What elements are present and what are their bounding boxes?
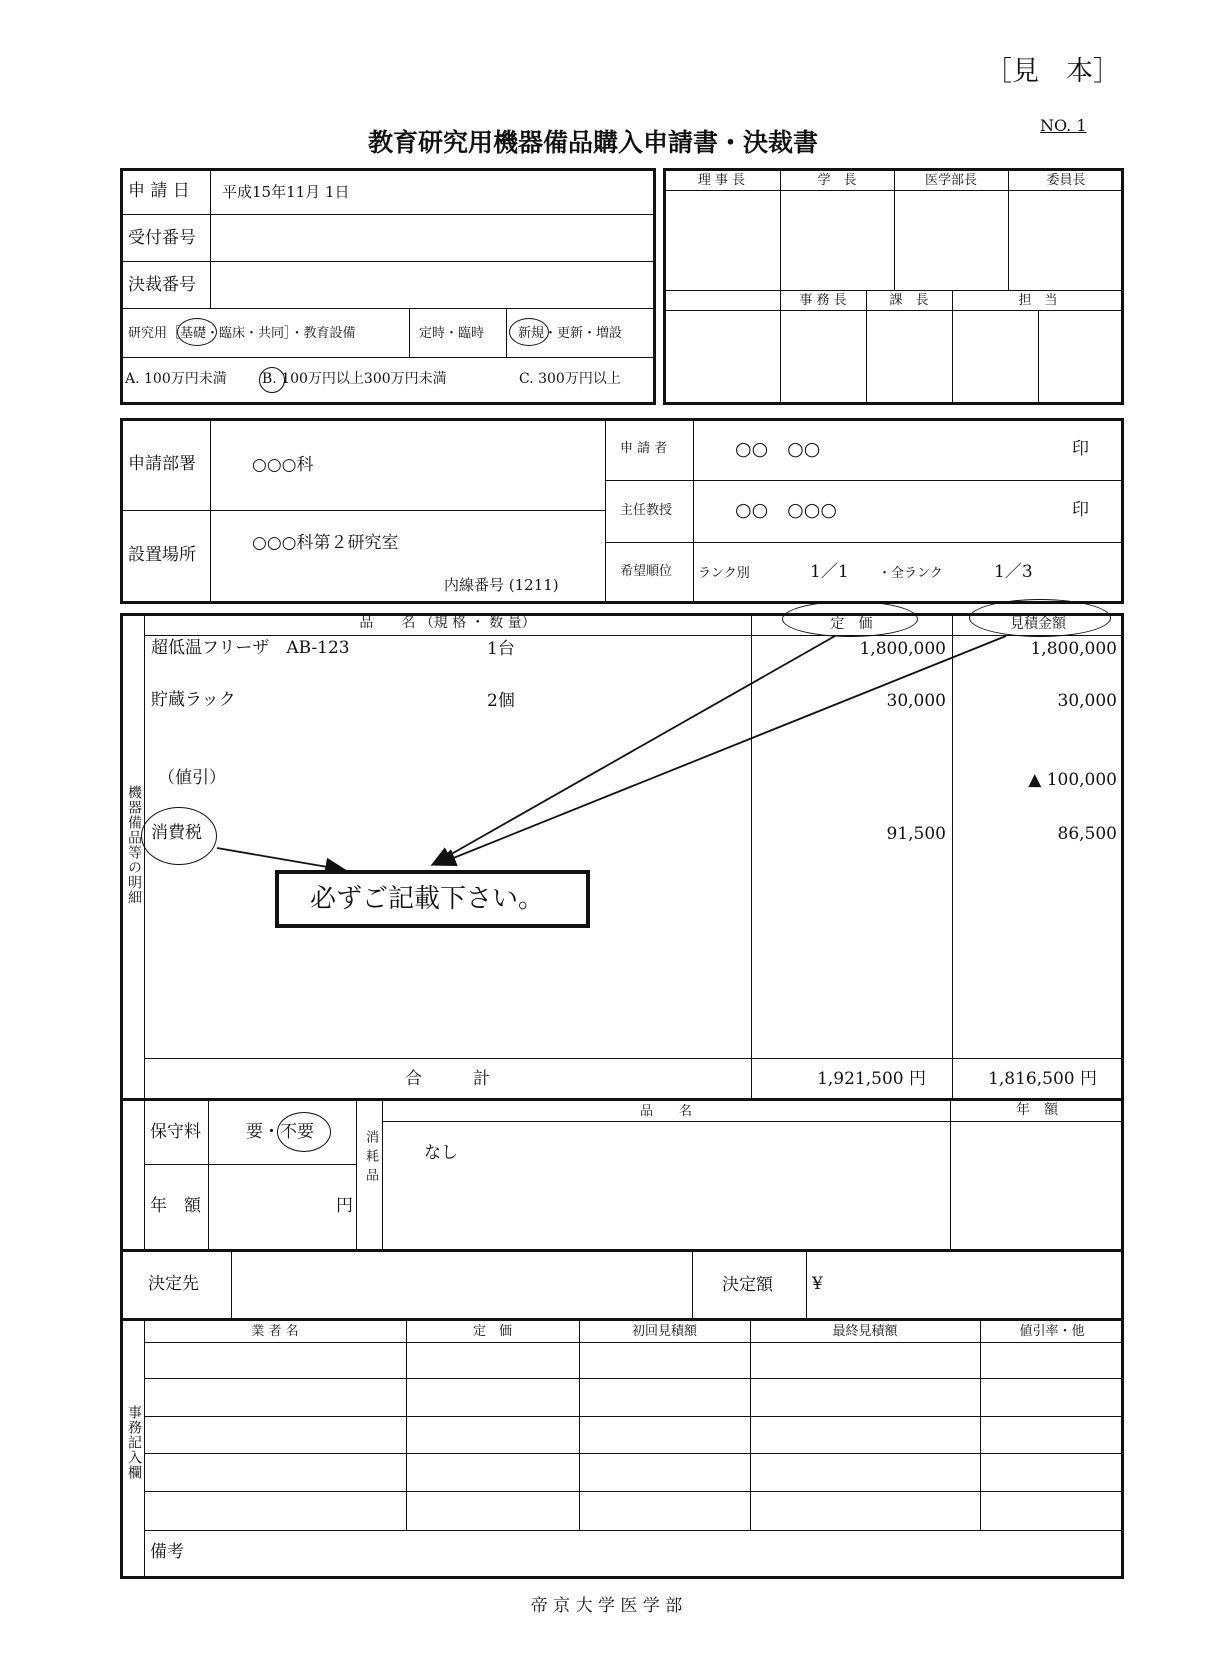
- professor-name: ○○ ○○○: [735, 499, 837, 521]
- item-list-price-2: 30,000: [886, 691, 946, 711]
- type-options: 新規・更新・増設: [518, 326, 623, 341]
- item-list-price-1: 1,800,000: [859, 639, 946, 659]
- note-text: 必ずご記載下さい。: [310, 884, 545, 914]
- seal-applicant: 印: [1072, 439, 1089, 459]
- location-label: 設置場所: [128, 545, 196, 565]
- seal-professor: 印: [1072, 500, 1089, 520]
- maintenance-fee-options: 要・不要: [246, 1122, 314, 1142]
- approval-president: 学 長: [817, 173, 857, 188]
- research-category: 研究用［基礎・臨床・共同］・教育設備: [128, 326, 356, 341]
- professor-label: 主任教授: [620, 503, 673, 518]
- consumables-label: 消耗品: [363, 1130, 378, 1187]
- priority-label: 希望順位: [620, 564, 673, 579]
- footer-institution: 帝 京 大 学 医 学 部: [530, 1596, 683, 1616]
- total-estimate: 1,816,500 円: [988, 1069, 1097, 1089]
- remarks-label: 備考: [150, 1542, 184, 1562]
- office-header-discount: 値引率・他: [1019, 1324, 1085, 1339]
- maintenance-annual-label: 年 額: [150, 1196, 201, 1216]
- item-estimate-3: ▲ 100,000: [1028, 770, 1117, 790]
- decision-amount-label: 決定額: [722, 1275, 773, 1295]
- rank-by-value: 1／1: [810, 562, 849, 582]
- consumables-item-header: 品 名: [639, 1104, 692, 1119]
- price-range-c: C. 300万円以上: [519, 371, 621, 387]
- list-price-header: 定 価: [830, 616, 873, 632]
- total-label: 合 計: [405, 1069, 490, 1089]
- office-header-final-estimate: 最終見積額: [832, 1324, 898, 1339]
- approval-chairman: 理 事 長: [697, 173, 746, 188]
- arrow-from-list-price: [432, 636, 835, 865]
- price-range-b: B. 100万円以上300万円未満: [262, 371, 447, 387]
- office-header-vendor: 業 者 名: [251, 1324, 299, 1339]
- office-header-list-price: 定 価: [472, 1324, 512, 1339]
- item-name-1: 超低温フリーザ AB-123: [151, 638, 350, 658]
- receipt-number-label: 受付番号: [128, 228, 196, 248]
- item-name-2: 貯蔵ラック: [151, 690, 236, 710]
- maintenance-yen: 円: [336, 1196, 353, 1216]
- item-name-4: 消費税: [151, 823, 202, 843]
- sample-mark: ［見 本］: [985, 56, 1120, 87]
- department-label: 申請部署: [128, 454, 196, 474]
- price-range-a: A. 100万円未満: [125, 371, 227, 387]
- approval-section-chief: 課 長: [889, 293, 929, 308]
- item-estimate-4: 86,500: [1057, 824, 1117, 844]
- office-side-label: 事務記入欄: [126, 1405, 142, 1480]
- rank-all-value: 1／3: [994, 562, 1033, 582]
- maintenance-fee-label: 保守料: [150, 1122, 201, 1142]
- item-header: 品 名 （規 格 ・ 数 量）: [359, 615, 536, 631]
- approval-staff: 担 当: [1018, 293, 1058, 308]
- applicant-name: ○○ ○○: [735, 438, 821, 460]
- approval-dean: 医学部長: [924, 173, 977, 188]
- approval-committee-chair: 委員長: [1046, 173, 1086, 188]
- item-qty-2: 2個: [487, 691, 515, 711]
- decision-number-label: 決裁番号: [128, 275, 196, 295]
- item-name-3: （値引）: [158, 768, 226, 788]
- extension-number: 内線番号 (1211): [444, 576, 559, 594]
- arrow-from-estimate: [436, 636, 1006, 865]
- decision-yen-mark: ¥: [812, 1274, 823, 1294]
- office-header-first-estimate: 初回見積額: [631, 1324, 697, 1339]
- total-list-price: 1,921,500 円: [817, 1069, 926, 1089]
- doc-number: NO. 1: [1040, 116, 1087, 135]
- circle-not-required: [277, 1112, 331, 1152]
- item-estimate-2: 30,000: [1057, 691, 1117, 711]
- details-side-label: 機器備品等の明細: [126, 785, 142, 905]
- estimate-header: 見積金額: [1010, 616, 1066, 632]
- arrow-from-tax: [217, 848, 345, 870]
- item-estimate-1: 1,800,000: [1030, 639, 1117, 659]
- applicant-label: 申 請 者: [620, 441, 668, 456]
- application-date-label: 申 請 日: [128, 181, 190, 201]
- consumables-annual-header: 年 額: [1016, 1102, 1058, 1118]
- location-value: ○○○科第２研究室: [252, 533, 399, 553]
- timing-options: 定時・臨時: [419, 326, 485, 341]
- decision-destination-label: 決定先: [148, 1274, 199, 1294]
- rank-all-label: ・全ランク: [878, 566, 943, 581]
- consumables-value: なし: [424, 1143, 458, 1163]
- item-qty-1: 1台: [487, 639, 515, 659]
- rank-by-label: ランク別: [698, 566, 750, 581]
- department-value: ○○○科: [252, 455, 314, 475]
- application-date-value: 平成15年11月 1日: [222, 183, 350, 201]
- document-title: 教育研究用機器備品購入申請書・決裁書: [368, 128, 819, 157]
- item-list-price-4: 91,500: [886, 824, 946, 844]
- approval-office-director: 事 務 長: [799, 293, 847, 308]
